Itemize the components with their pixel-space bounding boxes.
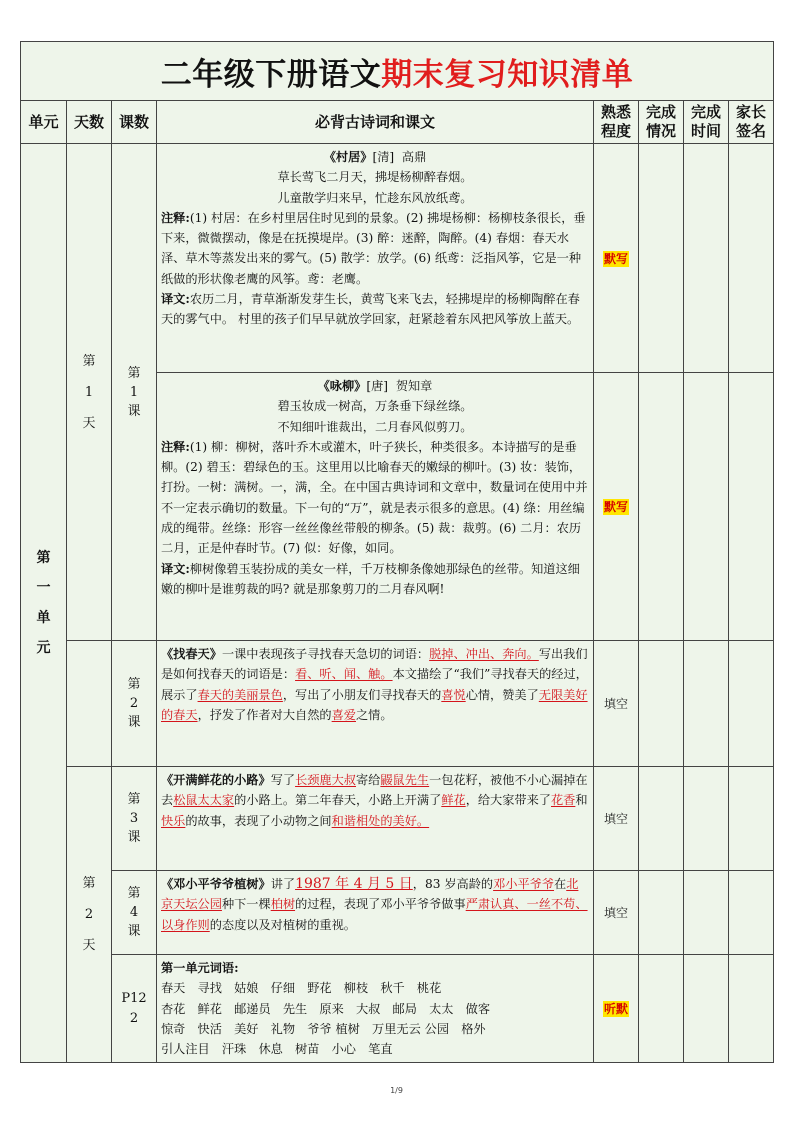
lesson4-t6: 的态度以及对植树的重视。 xyxy=(209,917,356,932)
poem1-author: 高鼎 xyxy=(401,150,427,164)
lesson2-u5: 无限美好的春天 xyxy=(161,687,588,722)
lesson4-char: 4 xyxy=(129,905,139,920)
lesson3-t1: 写了 xyxy=(270,773,296,787)
lesson3-familiarity xyxy=(594,767,639,871)
vocab-signature[interactable] xyxy=(729,955,774,1063)
day2-char: 第 xyxy=(82,876,96,892)
vocab-content xyxy=(157,955,594,1063)
row-vocab xyxy=(21,955,774,1063)
poem2-familiarity xyxy=(594,373,639,641)
lesson2-familiarity-text: 填空 xyxy=(603,697,628,711)
lesson3-u7: 和谐相处的美好。 xyxy=(331,813,430,828)
lesson2-familiarity xyxy=(594,641,639,767)
poem1-heading xyxy=(161,147,589,167)
lesson3-char: 课 xyxy=(127,830,141,845)
unit-cell xyxy=(21,144,67,1063)
poem2-notes-text: (1) 柳：柳树，落叶乔木或灌木，叶子狭长，种类很多。本诗描写的是垂柳。(2) 碧玉：碧绿色的玉。这里用以比喻春天的嫩绿的柳叶。(3) 妆：装饰，打扮。一树：满树。一，满，全。在中国古典诗词和文章中，数量词在使用中并不一定表示确切的数量。下一句的“万”，就是表示很多的意思。(4) 绦：用丝编成的绳带。丝绦：形容一丝丝像丝带般的柳条。(5) 裁：裁剪。(6) 二月：农历二月，正是仲春时节。(7) 似：好像，如同。 xyxy=(161,439,588,556)
lesson4-u4: 柏树 xyxy=(270,897,296,912)
header-familiarity xyxy=(594,101,639,144)
lesson4-t2: ，83 岁高龄的 xyxy=(412,877,494,891)
day2-char: 天 xyxy=(82,938,96,954)
day1-cell xyxy=(67,144,112,641)
poem2-notes xyxy=(161,437,589,559)
poem2-signature[interactable] xyxy=(729,373,774,641)
lesson3-title: 《开满鲜花的小路》 xyxy=(161,773,271,787)
lesson2-char: 2 xyxy=(129,696,139,711)
vocab-time[interactable] xyxy=(684,955,729,1063)
lesson4-t3: 在 xyxy=(554,877,567,891)
poem2-trans-label: 译文: xyxy=(161,561,190,576)
lesson4-u1: 1987 年 4 月 5 日 xyxy=(295,876,413,892)
poem1-title: 《村居》 xyxy=(323,150,373,164)
header-status-line2: 情况 xyxy=(645,122,676,140)
lesson4-cell xyxy=(112,871,157,955)
lesson4-familiarity xyxy=(594,871,639,955)
lesson2-status[interactable] xyxy=(639,641,684,767)
poem2-line2: 不知细叶谁裁出，二月春风似剪刀。 xyxy=(277,419,473,434)
lesson4-u5: 严肃认真、一丝不苟、以身作则 xyxy=(161,897,588,932)
lesson4-signature[interactable] xyxy=(729,871,774,955)
lesson4-content xyxy=(157,871,594,955)
header-familiarity-line1: 熟悉 xyxy=(600,103,631,121)
poem1-trans-label: 译文: xyxy=(161,292,190,307)
header-familiarity-line2: 程度 xyxy=(600,122,631,140)
header-content: 必背古诗词和课文 xyxy=(157,101,594,144)
lesson2-u1: 脱掉、冲出、奔向。 xyxy=(429,647,539,661)
lesson3-cell xyxy=(112,767,157,871)
day1-char: 第 xyxy=(82,353,96,369)
header-row xyxy=(21,101,774,144)
lesson3-t7: 的故事，表现了小动物之间 xyxy=(185,813,332,828)
lesson3-signature[interactable] xyxy=(729,767,774,871)
lesson2-char: 第 xyxy=(127,677,141,692)
page-title xyxy=(21,42,774,101)
poem2-title: 《咏柳》 xyxy=(317,379,367,393)
lesson2-u3: 春天的美丽景色 xyxy=(197,687,283,702)
poem2-familiarity-badge: 默写 xyxy=(603,500,628,514)
lesson3-char: 3 xyxy=(129,811,139,826)
lesson2-char: 课 xyxy=(127,715,141,730)
poem1-notes-label: 注释: xyxy=(161,210,190,225)
poem2-status[interactable] xyxy=(639,373,684,641)
header-unit: 单元 xyxy=(21,101,67,144)
lesson2-t5: 心情，赞美了 xyxy=(465,687,539,702)
checklist-sheet xyxy=(20,41,773,1063)
unit-char: 元 xyxy=(36,640,51,657)
vocab-page-line2: 2 xyxy=(129,1010,139,1026)
header-parent xyxy=(729,101,774,144)
lesson3-u1: 长颈鹿大叔 xyxy=(295,773,356,787)
lesson3-content xyxy=(157,767,594,871)
lesson4-text xyxy=(161,874,589,935)
header-parent-line1: 家长 xyxy=(735,103,766,121)
lesson2-t6: ，抒发了作者对大自然的 xyxy=(197,707,332,722)
lesson1-char: 第 xyxy=(127,365,141,381)
lesson2-content xyxy=(157,641,594,767)
lesson3-u6: 快乐 xyxy=(161,813,186,828)
lesson4-char: 第 xyxy=(127,886,141,901)
unit-char: 单 xyxy=(36,610,51,627)
lesson4-familiarity-text: 填空 xyxy=(603,906,628,920)
lesson3-u4: 鲜花 xyxy=(441,793,466,808)
poem2-heading xyxy=(161,376,589,396)
poem2-line1: 碧玉妆成一树高，万条垂下绿丝绦。 xyxy=(277,399,473,414)
poem1-line2: 儿童散学归来早，忙趁东风放纸鸢。 xyxy=(277,190,473,205)
header-time-line2: 时间 xyxy=(690,122,721,140)
lesson3-t4: 的小路上。第二年春天，小路上开满了 xyxy=(234,793,442,808)
lesson3-u2: 鼹鼠先生 xyxy=(380,773,430,787)
day2-cell xyxy=(67,767,112,1063)
header-status xyxy=(639,101,684,144)
lesson3-time[interactable] xyxy=(684,767,729,871)
title-part-1: 二年级下册语文 xyxy=(160,56,382,93)
poem1-time[interactable] xyxy=(684,144,729,373)
lesson2-t1: 一课中表现孩子寻找春天急切的词语： xyxy=(221,647,430,661)
lesson2-t2: 写出我们是如何找春天的词语是： xyxy=(161,647,588,682)
header-day: 天数 xyxy=(67,101,112,144)
lesson3-t2: 寄给 xyxy=(356,773,381,787)
row-poem-cunju xyxy=(21,144,774,373)
vocab-title: 第一单元词语: xyxy=(161,961,239,975)
poem2-author: 贺知章 xyxy=(395,379,433,393)
poem2-notes-label: 注释: xyxy=(161,439,190,454)
lesson1-char: 课 xyxy=(127,403,141,419)
vocab-familiarity-badge: 听默 xyxy=(603,1002,628,1017)
row-lesson4 xyxy=(21,871,774,955)
lesson2-title: 《找春天》 xyxy=(161,647,222,661)
row-lesson2 xyxy=(21,641,774,767)
header-time-line1: 完成 xyxy=(690,103,721,121)
header-parent-line2: 签名 xyxy=(735,122,766,140)
lesson4-char: 课 xyxy=(127,924,141,939)
lesson3-familiarity-text: 填空 xyxy=(603,812,628,826)
lesson3-char: 第 xyxy=(127,792,141,807)
page-number: 1/9 xyxy=(390,1086,403,1095)
poem1-status[interactable] xyxy=(639,144,684,373)
lesson2-t7: 之情。 xyxy=(356,707,393,722)
lesson2-t4: ，写出了小朋友们寻找春天的 xyxy=(282,687,442,702)
lesson4-u3: 北京天坛公园 xyxy=(161,877,579,912)
poem1-notes-text: (1) 村居：在乡村里居住时见到的景象。(2) 拂堤杨柳：杨柳枝条很长，垂下来，微微摆动，像是在抚摸堤岸。(3) 醉：迷醉，陶醉。(4) 春烟：春天水泽、草木等蒸发出来的雾气。(5) 散学：放学。(6) 纸鸢：泛指风筝，它是一种纸做的形状像老鹰的风筝。鸢：老鹰。 xyxy=(161,210,586,286)
vocab-familiarity xyxy=(594,955,639,1063)
lesson4-title: 《邓小平爷爷植树》 xyxy=(161,877,271,891)
lesson2-text xyxy=(161,644,589,725)
vocab-status[interactable] xyxy=(639,955,684,1063)
vocab-page-cell xyxy=(112,955,157,1063)
poem1-familiarity xyxy=(594,144,639,373)
lesson4-time[interactable] xyxy=(684,871,729,955)
vocab-row: 春天 寻找 姑娘 仔细 野花 柳枝 秋千 桃花 xyxy=(161,981,442,996)
lesson3-t5: ，给大家带来了 xyxy=(465,793,551,808)
lesson4-t4: 种下一棵 xyxy=(221,897,271,912)
lesson3-status[interactable] xyxy=(639,767,684,871)
poem2-trans-text: 柳树像碧玉装扮成的美女一样，千万枝柳条像她那绿色的丝带。知道这细嫩的柳叶是谁剪裁的吗? 就是那象剪刀的二月春风啊! xyxy=(161,561,580,596)
poem1-translation xyxy=(161,289,589,330)
poem1-content xyxy=(157,144,594,373)
lesson4-t5: 的过程，表现了邓小平爷爷做事 xyxy=(295,897,466,912)
lesson3-u3: 松鼠太太家 xyxy=(173,793,235,808)
poem2-content xyxy=(157,373,594,641)
vocab-page-line1: P12 xyxy=(121,990,147,1006)
header-time xyxy=(684,101,729,144)
poem1-familiarity-badge: 默写 xyxy=(603,251,628,266)
poem1-line1: 草长莺飞二月天，拂堤杨柳醉春烟。 xyxy=(277,170,473,185)
poem2-time[interactable] xyxy=(684,373,729,641)
lesson2-u4: 喜悦 xyxy=(441,687,466,702)
row-lesson3 xyxy=(21,767,774,871)
vocab-row: 杏花 鲜花 邮递员 先生 原来 大叔 邮局 太太 做客 xyxy=(161,1001,491,1016)
title-part-2: 期末复习知识清单 xyxy=(381,56,634,93)
lesson3-t6: 和 xyxy=(575,793,588,808)
header-lesson: 课数 xyxy=(112,101,157,144)
poem1-notes xyxy=(161,208,589,289)
lesson4-status[interactable] xyxy=(639,871,684,955)
day1-char: 天 xyxy=(82,415,96,431)
poem2-translation xyxy=(161,559,589,600)
lesson1-cell xyxy=(112,144,157,641)
day2-char: 2 xyxy=(84,907,94,923)
poem1-trans-text: 农历二月，青草渐渐发芽生长，黄莺飞来飞去，轻拂堤岸的杨柳陶醉在春天的雾气中。 村里的孩子们早早就放学回家，赶紧趁着东风把风筝放上蓝天。 xyxy=(161,292,580,327)
header-status-line1: 完成 xyxy=(645,103,676,121)
lesson2-u6: 喜爱 xyxy=(331,707,356,722)
poem1-dynasty: [清] xyxy=(372,150,395,164)
lesson4-t1: 讲了 xyxy=(270,877,296,891)
unit-char: 一 xyxy=(36,580,51,597)
checklist-table xyxy=(20,41,774,1063)
lesson4-u2: 邓小平爷爷 xyxy=(493,877,555,891)
lesson3-t3: 一包花籽，被他不小心漏掉在去 xyxy=(161,773,588,808)
lesson3-text xyxy=(161,770,589,831)
lesson2-time[interactable] xyxy=(684,641,729,767)
lesson1-char: 1 xyxy=(129,384,139,400)
vocab-row: 引人注目 汗珠 休息 树苗 小心 笔直 xyxy=(161,1042,393,1057)
poem1-signature[interactable] xyxy=(729,144,774,373)
unit-char: 第 xyxy=(36,550,51,567)
day1-continuation xyxy=(67,641,112,767)
poem2-dynasty: [唐] xyxy=(366,379,389,393)
lesson2-cell xyxy=(112,641,157,767)
lesson2-u2: 看、听、闻、触。 xyxy=(295,667,393,682)
vocab-row: 惊奇 快活 美好 礼物 爷爷 植树 万里无云 公园 格外 xyxy=(161,1021,486,1036)
lesson2-t3: 本文描绘了“我们”寻找春天的经过，展示了 xyxy=(161,667,588,702)
day1-char: 1 xyxy=(84,384,94,400)
lesson2-signature[interactable] xyxy=(729,641,774,767)
lesson3-u5: 花香 xyxy=(551,793,576,808)
